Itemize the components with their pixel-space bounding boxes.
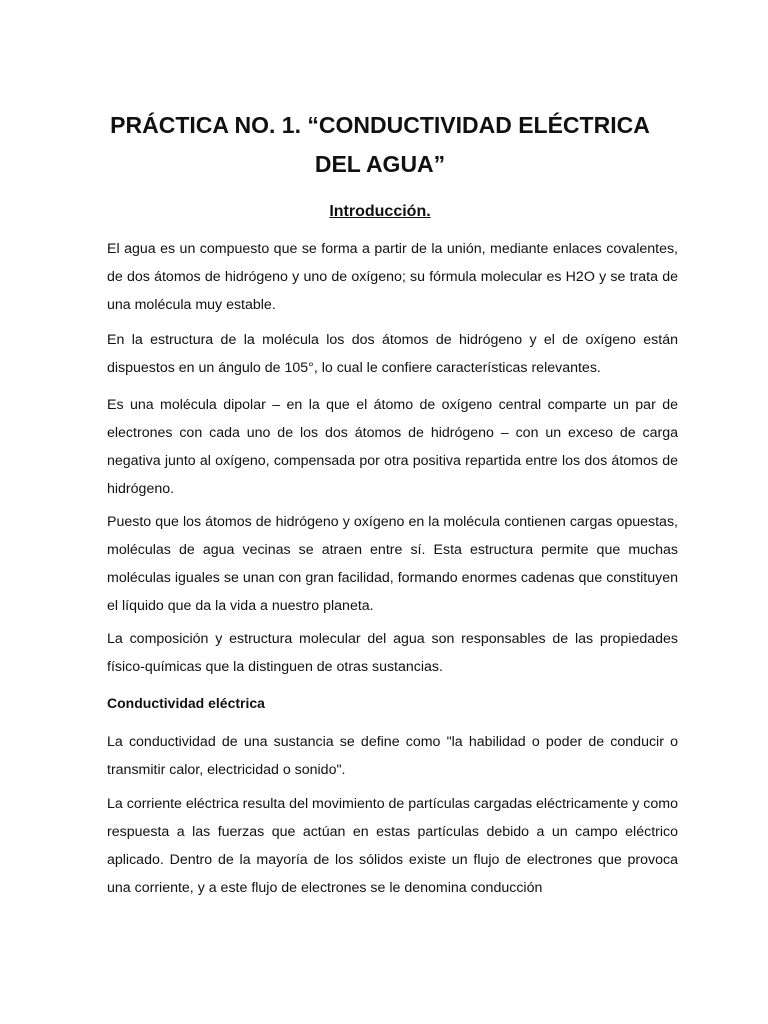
- paragraph-opposite-charges: Puesto que los átomos de hidrógeno y oxígeno en la molécula contienen cargas opuestas, moléculas de agua vecinas se atraen entre sí. Esta estructura permite que muchas moléculas iguales se unan con gran facilidad, formando enormes cadenas que constituyen el líquido que da la vida a nuestro planeta.: [107, 514, 678, 614]
- introduction-heading: Introducción.: [329, 203, 431, 220]
- paragraph-dipolar-molecule: Es una molécula dipolar – en la que el átomo de oxígeno central comparte un par de electrones con cada uno de los dos átomos de hidrógeno – con un exceso de carga negativa junto al oxígeno, compensada por otra positiva repartida entre los dos átomos de hidrógeno.: [107, 397, 678, 497]
- paragraph-molecule-structure: En la estructura de la molécula los dos átomos de hidrógeno y el de oxígeno están dispuestos en un ángulo de 105°, lo cual le confiere características relevantes.: [107, 332, 678, 376]
- document-title: PRÁCTICA NO. 1. “CONDUCTIVIDAD ELÉCTRICA DEL AGUA”: [110, 112, 650, 177]
- paragraph-conductivity-definition: La conductividad de una sustancia se define como "la habilidad o poder de conducir o transmitir calor, electricidad o sonido".: [107, 734, 678, 778]
- conductivity-heading: Conductividad eléctrica: [107, 695, 265, 711]
- paragraph-properties: La composición y estructura molecular del agua son responsables de las propiedades físico-químicas que la distinguen de otras sustancias.: [107, 631, 678, 675]
- paragraph-electric-current: La corriente eléctrica resulta del movimiento de partículas cargadas eléctricamente y como respuesta a las fuerzas que actúan en estas partículas debido a un campo eléctrico aplicado. Dentro de la mayoría de los sólidos existe un flujo de electrones que provoca una corriente, y a este flujo de electrones se le denomina conducción: [107, 796, 678, 896]
- paragraph-water-composition: El agua es un compuesto que se forma a partir de la unión, mediante enlaces covalentes, de dos átomos de hidrógeno y uno de oxígeno; su fórmula molecular es H2O y se trata de una molécula muy estable.: [107, 241, 678, 313]
